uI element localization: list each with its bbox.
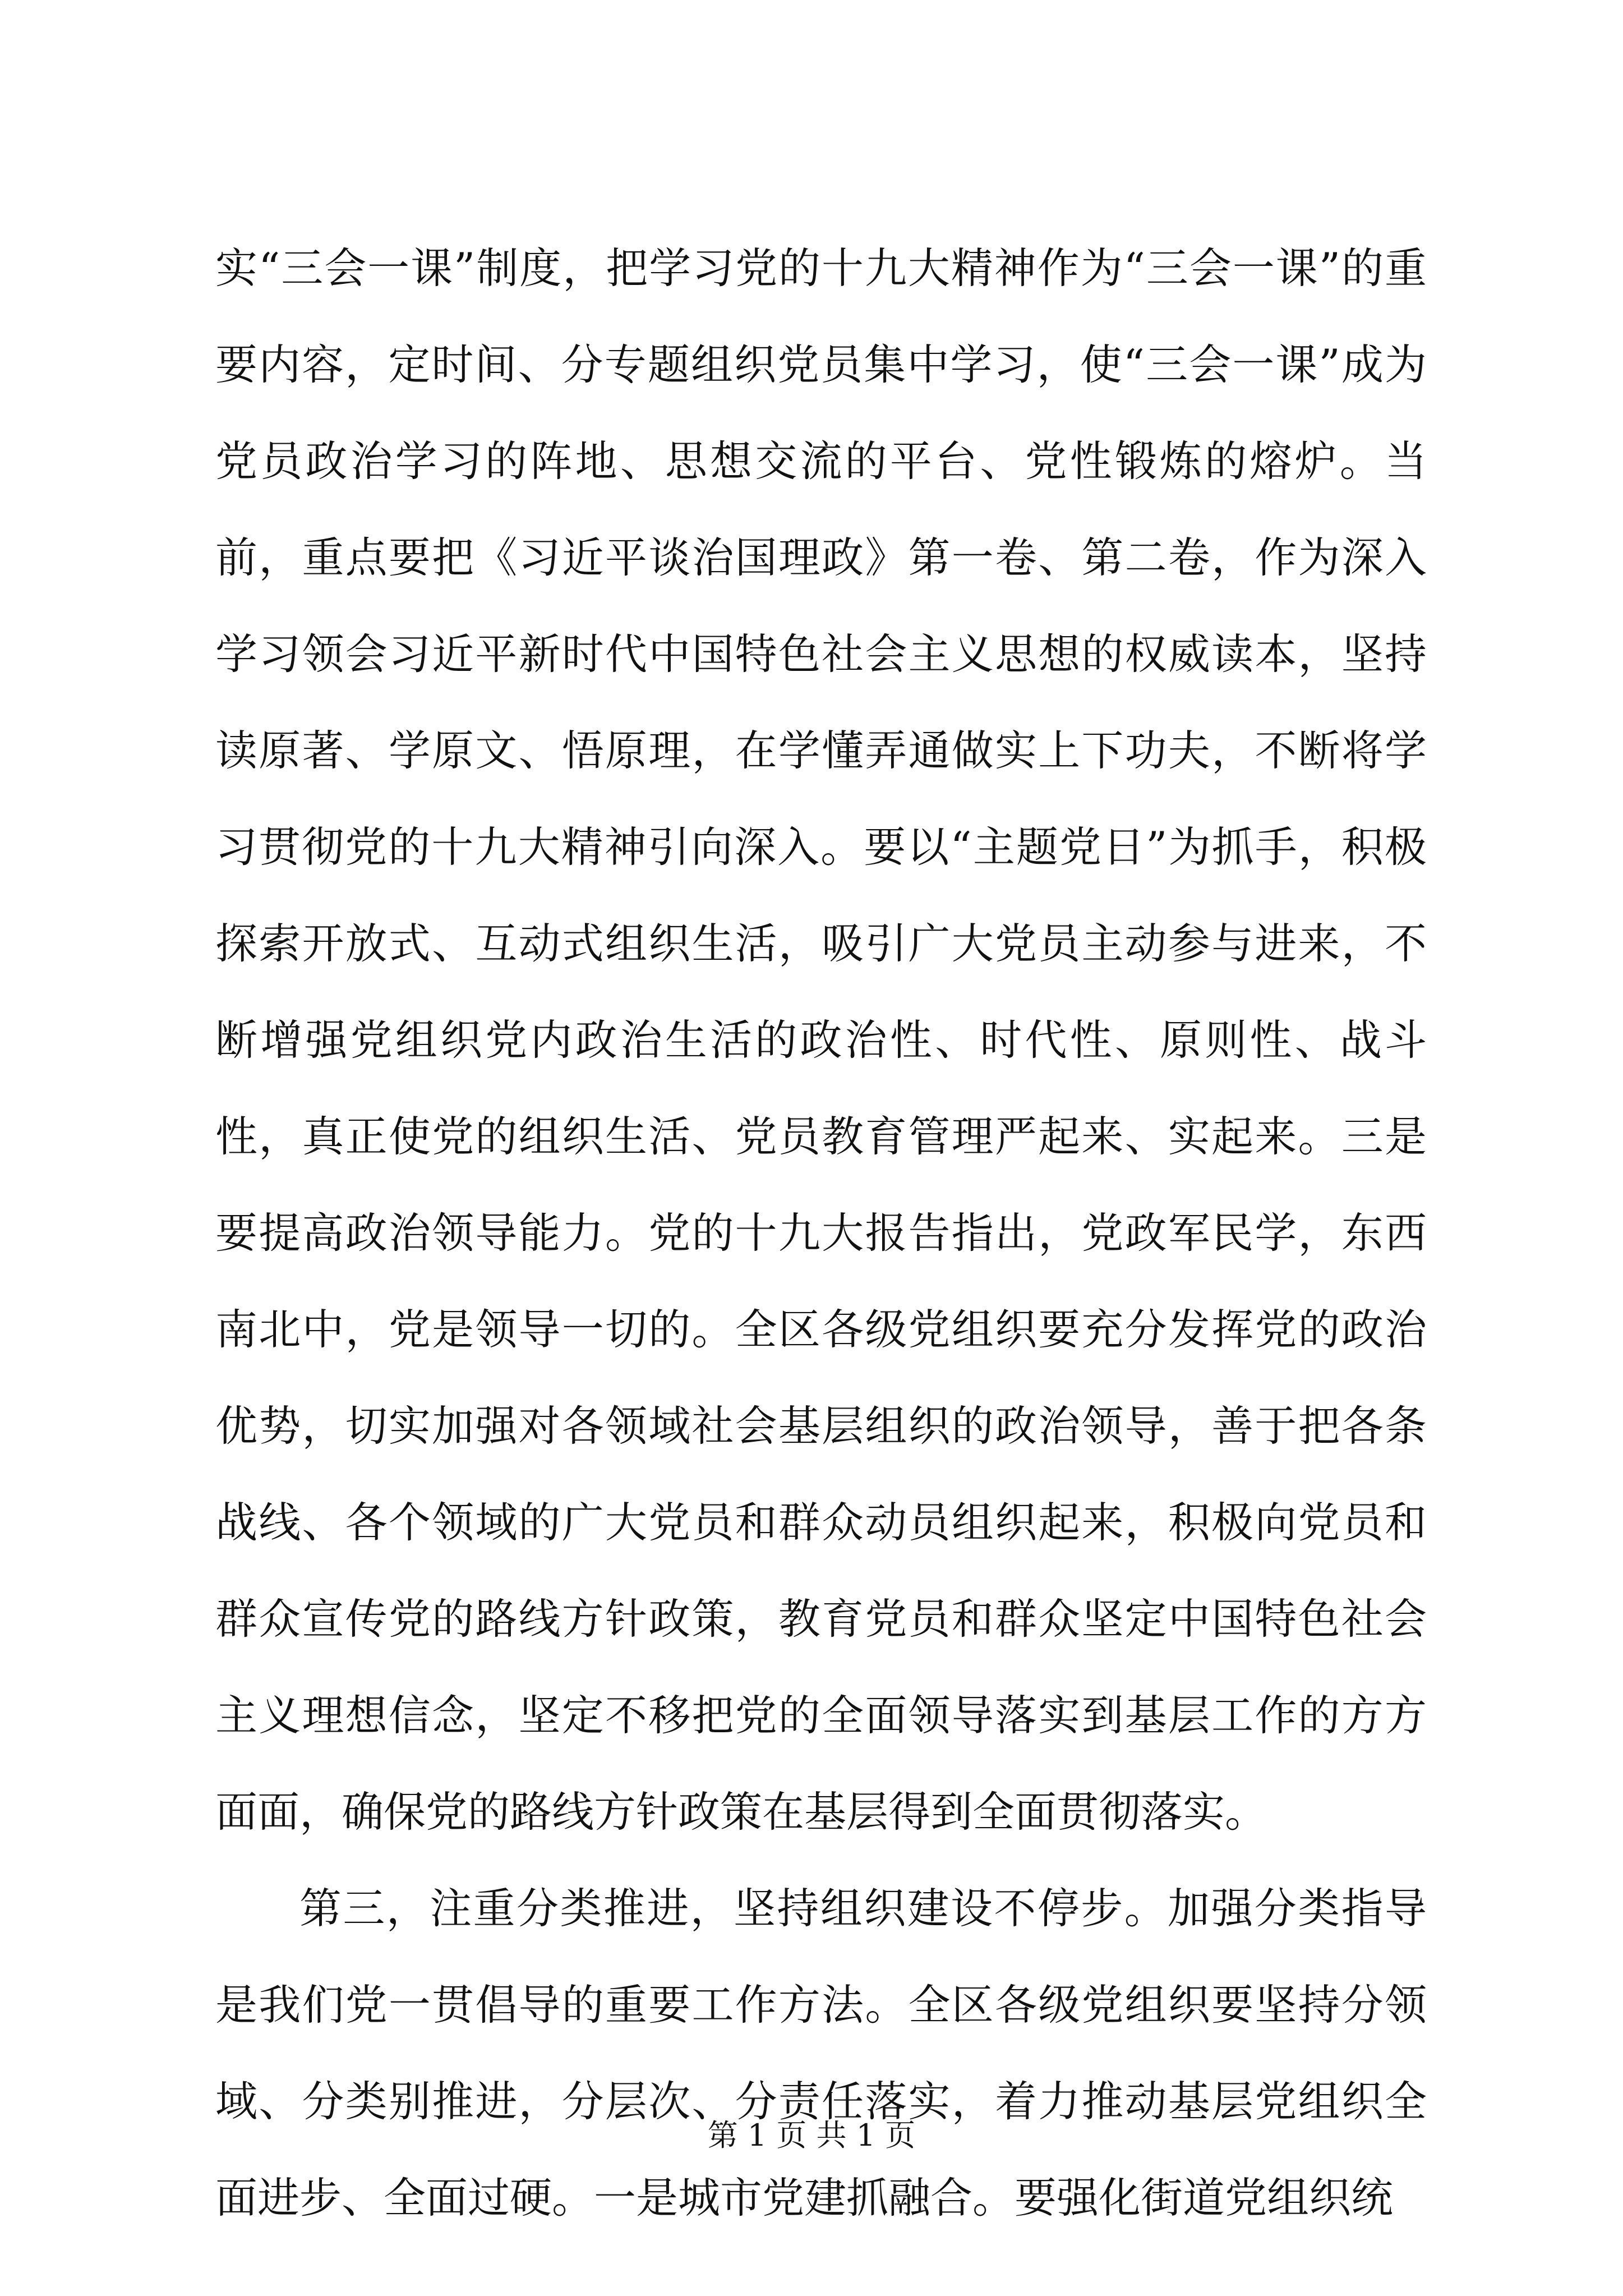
paragraph-2: 第三，注重分类推进，坚持组织建设不停步。加强分类指导是我们党一贯倡导的重要工作方法。全区各级党组织要坚持分领域、分类别推进，分层次、分责任落实，着力推动基层党组织全面进步、全面过硬。一是城市党建抓融合。要强化街道党组织统 bbox=[215, 1884, 1427, 2223]
page-footer: 第 1 页 共 1 页 bbox=[707, 2118, 916, 2153]
document-body bbox=[215, 220, 1427, 2246]
paragraph-1: 实“三会一课”制度，把学习党的十九大精神作为“三会一课”的重要内容，定时间、分专题组织党员集中学习，使“三会一课”成为党员政治学习的阵地、思想交流的平台、党性锻炼的熔炉。当前，重点要把《习近平谈治国理政》第一卷、第二卷，作为深入学习领会习近平新时代中国特色社会主义思想的权威读本，坚持读原著、学原文、悟原理，在学懂弄通做实上下功夫，不断将学习贯彻党的十九大精神引向深入。要以“主题党日”为抓手，积极探索开放式、互动式组织生活，吸引广大党员主动参与进来，不断增强党组织党内政治生活的政治性、时代性、原则性、战斗性，真正使党的组织生活、党员教育管理严起来、实起来。三是要提高政治领导能力。党的十九大报告指出，党政军民学，东西南北中，党是领导一切的。全区各级党组织要充分发挥党的政治优势，切实加强对各领域社会基层组织的政治领导，善于把各条战线、各个领域的广大党员和群众动员组织起来，积极向党员和群众宣传党的路线方针政策，教育党员和群众坚定中国特色社会主义理想信念，坚定不移把党的全面领导落实到基层工作的方方面面，确保党的路线方针政策在基层得到全面贯彻落实。 bbox=[215, 243, 1427, 1837]
